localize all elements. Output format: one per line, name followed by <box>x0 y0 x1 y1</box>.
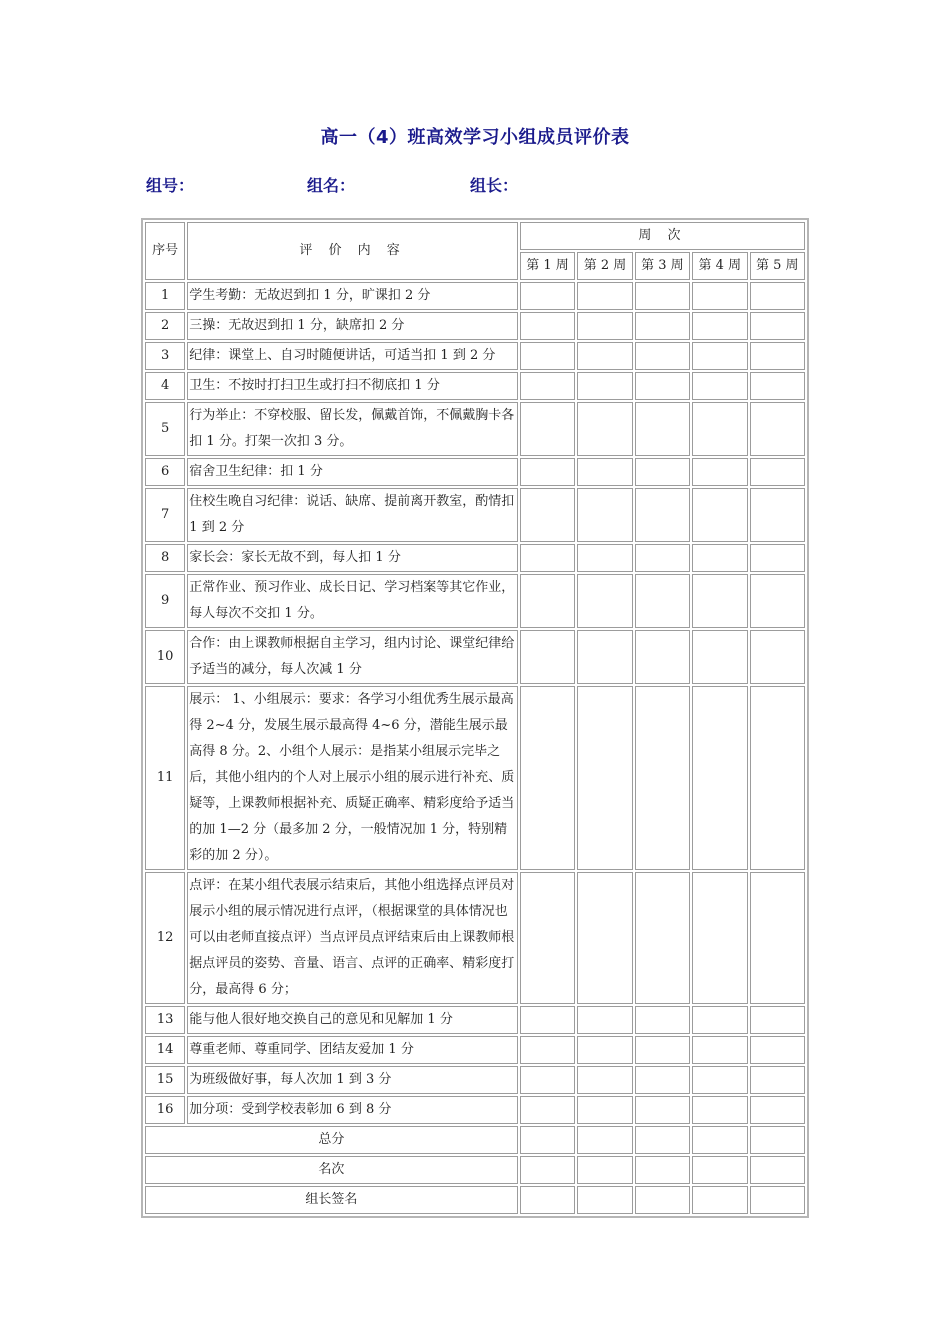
criterion-text: 行为举止：不穿校服、留长发，佩戴首饰，不佩戴胸卡各扣 1 分。打架一次扣 3 分。 <box>187 402 518 456</box>
page-title: 高一（4）班高效学习小组成员评价表 <box>320 127 630 148</box>
score-cell[interactable] <box>520 282 575 310</box>
header-seq: 序号 <box>145 222 185 280</box>
score-cell[interactable] <box>520 630 575 684</box>
score-cell[interactable] <box>520 312 575 340</box>
score-cell[interactable] <box>635 872 690 1004</box>
row-number: 3 <box>145 342 185 370</box>
score-cell[interactable] <box>750 574 805 628</box>
table-row <box>145 630 805 684</box>
score-cell[interactable] <box>692 1006 747 1034</box>
criterion-text: 为班级做好事，每人次加 1 到 3 分 <box>187 1066 518 1094</box>
score-cell[interactable] <box>635 686 690 870</box>
score-cell[interactable] <box>750 1156 805 1184</box>
row-number: 12 <box>145 872 185 1004</box>
criterion-text: 住校生晚自习纪律：说话、缺席、提前离开教室，酌情扣 1 到 2 分 <box>187 488 518 542</box>
criterion-text: 尊重老师、尊重同学、团结友爱加 1 分 <box>187 1036 518 1064</box>
score-cell[interactable] <box>577 282 632 310</box>
score-cell[interactable] <box>692 1036 747 1064</box>
score-cell[interactable] <box>577 372 632 400</box>
criterion-text: 展示： 1、小组展示：要求：各学习小组优秀生展示最高得 2~4 分，发展生展示最高得 4~6 分，潜能生展示最高得 8 分。2、小组个人展示：是指某小组展示完毕之后，其他小组内的个人对上展示小组的展示进行补充、质疑等，上课教师根据补充、质疑正确率、精彩度给予适当的加 1—2 分（最多加 2 分，一般情况加 1 分，特别精彩的加 2 分）。 <box>187 686 518 870</box>
score-cell[interactable] <box>692 402 747 456</box>
score-cell[interactable] <box>750 872 805 1004</box>
score-cell[interactable] <box>520 488 575 542</box>
score-cell[interactable] <box>692 630 747 684</box>
criterion-text: 合作：由上课教师根据自主学习，组内讨论、课堂纪律给予适当的减分，每人次减 1 分 <box>187 630 518 684</box>
score-cell[interactable] <box>577 1096 632 1124</box>
header-week: 第 3 周 <box>635 252 690 280</box>
score-cell[interactable] <box>520 402 575 456</box>
score-cell[interactable] <box>635 1006 690 1034</box>
group-name-label: 组名： <box>307 176 356 195</box>
score-cell[interactable] <box>750 630 805 684</box>
score-cell[interactable] <box>520 1156 575 1184</box>
row-number: 6 <box>145 458 185 486</box>
row-number: 5 <box>145 402 185 456</box>
table-row <box>145 312 805 340</box>
score-cell[interactable] <box>635 342 690 370</box>
table-row <box>145 372 805 400</box>
score-cell[interactable] <box>692 312 747 340</box>
score-cell[interactable] <box>520 574 575 628</box>
table-row <box>145 342 805 370</box>
score-cell[interactable] <box>692 372 747 400</box>
score-cell[interactable] <box>750 1006 805 1034</box>
score-cell[interactable] <box>750 1036 805 1064</box>
score-cell[interactable] <box>750 488 805 542</box>
group-number-label: 组号： <box>146 176 195 195</box>
row-number: 8 <box>145 544 185 572</box>
leader-signature-label: 组长签名 <box>145 1186 518 1214</box>
score-cell[interactable] <box>692 1156 747 1184</box>
score-cell[interactable] <box>577 872 632 1004</box>
criterion-text: 宿舍卫生纪律：扣 1 分 <box>187 458 518 486</box>
row-number: 1 <box>145 282 185 310</box>
score-cell[interactable] <box>692 342 747 370</box>
footer-row <box>145 1126 805 1154</box>
total-score-label: 总分 <box>145 1126 518 1154</box>
score-cell[interactable] <box>520 1066 575 1094</box>
score-cell[interactable] <box>750 1186 805 1214</box>
score-cell[interactable] <box>750 1126 805 1154</box>
score-cell[interactable] <box>692 1096 747 1124</box>
score-cell[interactable] <box>692 686 747 870</box>
score-cell[interactable] <box>577 342 632 370</box>
score-cell[interactable] <box>635 458 690 486</box>
criterion-text: 学生考勤：无故迟到扣 1 分，旷课扣 2 分 <box>187 282 518 310</box>
header-week: 第 1 周 <box>520 252 575 280</box>
score-cell[interactable] <box>577 312 632 340</box>
header-week: 第 4 周 <box>692 252 747 280</box>
table-footer <box>145 1126 805 1214</box>
score-cell[interactable] <box>577 544 632 572</box>
footer-row <box>145 1186 805 1214</box>
footer-row <box>145 1156 805 1184</box>
score-cell[interactable] <box>692 488 747 542</box>
row-number: 9 <box>145 574 185 628</box>
score-cell[interactable] <box>750 372 805 400</box>
score-cell[interactable] <box>635 630 690 684</box>
row-number: 13 <box>145 1006 185 1034</box>
score-cell[interactable] <box>577 1126 632 1154</box>
score-cell[interactable] <box>577 1006 632 1034</box>
criterion-text: 卫生：不按时打扫卫生或打扫不彻底扣 1 分 <box>187 372 518 400</box>
score-cell[interactable] <box>750 312 805 340</box>
table-row <box>145 1066 805 1094</box>
score-cell[interactable] <box>692 1126 747 1154</box>
table-row <box>145 686 805 870</box>
score-cell[interactable] <box>577 1156 632 1184</box>
score-cell[interactable] <box>520 1096 575 1124</box>
row-number: 7 <box>145 488 185 542</box>
score-cell[interactable] <box>635 1156 690 1184</box>
criterion-text: 点评：在某小组代表展示结束后，其他小组选择点评员对展示小组的展示情况进行点评，（根据课堂的具体情况也可以由老师直接点评）当点评员点评结束后由上课教师根据点评员的姿势、音量、语言、点评的正确率、精彩度打分，最高得 6 分； <box>187 872 518 1004</box>
score-cell[interactable] <box>750 402 805 456</box>
header-content: 评 价 内 容 <box>187 222 518 280</box>
score-cell[interactable] <box>750 282 805 310</box>
header-week: 第 2 周 <box>577 252 632 280</box>
table-row <box>145 488 805 542</box>
row-number: 14 <box>145 1036 185 1064</box>
score-cell[interactable] <box>520 872 575 1004</box>
table-row <box>145 458 805 486</box>
table-row <box>145 1036 805 1064</box>
row-number: 16 <box>145 1096 185 1124</box>
score-cell[interactable] <box>635 402 690 456</box>
score-cell[interactable] <box>635 488 690 542</box>
score-cell[interactable] <box>635 312 690 340</box>
score-cell[interactable] <box>577 402 632 456</box>
score-cell[interactable] <box>692 574 747 628</box>
evaluation-table <box>141 218 809 1218</box>
score-cell[interactable] <box>577 630 632 684</box>
score-cell[interactable] <box>577 574 632 628</box>
criterion-text: 三操：无故迟到扣 1 分，缺席扣 2 分 <box>187 312 518 340</box>
score-cell[interactable] <box>750 1066 805 1094</box>
score-cell[interactable] <box>692 458 747 486</box>
score-cell[interactable] <box>577 686 632 870</box>
score-cell[interactable] <box>520 1126 575 1154</box>
score-cell[interactable] <box>692 872 747 1004</box>
criterion-text: 家长会：家长无故不到，每人扣 1 分 <box>187 544 518 572</box>
row-number: 11 <box>145 686 185 870</box>
table-row <box>145 1096 805 1124</box>
score-cell[interactable] <box>750 458 805 486</box>
score-cell[interactable] <box>520 544 575 572</box>
criterion-text: 正常作业、预习作业、成长日记、学习档案等其它作业，每人每次不交扣 1 分。 <box>187 574 518 628</box>
score-cell[interactable] <box>520 1006 575 1034</box>
score-cell[interactable] <box>577 1036 632 1064</box>
row-number: 15 <box>145 1066 185 1094</box>
score-cell[interactable] <box>520 1036 575 1064</box>
score-cell[interactable] <box>635 1096 690 1124</box>
criterion-text: 纪律：课堂上、自习时随便讲话，可适当扣 1 到 2 分 <box>187 342 518 370</box>
score-cell[interactable] <box>520 342 575 370</box>
row-number: 4 <box>145 372 185 400</box>
score-cell[interactable] <box>750 342 805 370</box>
score-cell[interactable] <box>520 686 575 870</box>
table-body <box>145 282 805 1124</box>
row-number: 2 <box>145 312 185 340</box>
table-row <box>145 402 805 456</box>
score-cell[interactable] <box>635 1066 690 1094</box>
score-cell[interactable] <box>635 372 690 400</box>
score-cell[interactable] <box>635 574 690 628</box>
score-cell[interactable] <box>520 1186 575 1214</box>
table-row <box>145 872 805 1004</box>
header-weeks-title: 周 次 <box>520 222 805 250</box>
score-cell[interactable] <box>520 372 575 400</box>
table-row <box>145 282 805 310</box>
score-cell[interactable] <box>635 1126 690 1154</box>
score-cell[interactable] <box>692 282 747 310</box>
score-cell[interactable] <box>692 1066 747 1094</box>
score-cell[interactable] <box>692 1186 747 1214</box>
header-week: 第 5 周 <box>750 252 805 280</box>
score-cell[interactable] <box>635 282 690 310</box>
score-cell[interactable] <box>577 1066 632 1094</box>
table-row <box>145 574 805 628</box>
rank-label: 名次 <box>145 1156 518 1184</box>
score-cell[interactable] <box>577 1186 632 1214</box>
score-cell[interactable] <box>750 686 805 870</box>
score-cell[interactable] <box>750 544 805 572</box>
row-number: 10 <box>145 630 185 684</box>
table-row <box>145 1006 805 1034</box>
group-leader-label: 组长： <box>470 176 519 195</box>
score-cell[interactable] <box>692 544 747 572</box>
score-cell[interactable] <box>750 1096 805 1124</box>
score-cell[interactable] <box>635 1036 690 1064</box>
criterion-text: 加分项：受到学校表彰加 6 到 8 分 <box>187 1096 518 1124</box>
score-cell[interactable] <box>577 458 632 486</box>
table-row <box>145 544 805 572</box>
score-cell[interactable] <box>635 544 690 572</box>
criterion-text: 能与他人很好地交换自己的意见和见解加 1 分 <box>187 1006 518 1034</box>
score-cell[interactable] <box>577 488 632 542</box>
score-cell[interactable] <box>520 458 575 486</box>
score-cell[interactable] <box>635 1186 690 1214</box>
